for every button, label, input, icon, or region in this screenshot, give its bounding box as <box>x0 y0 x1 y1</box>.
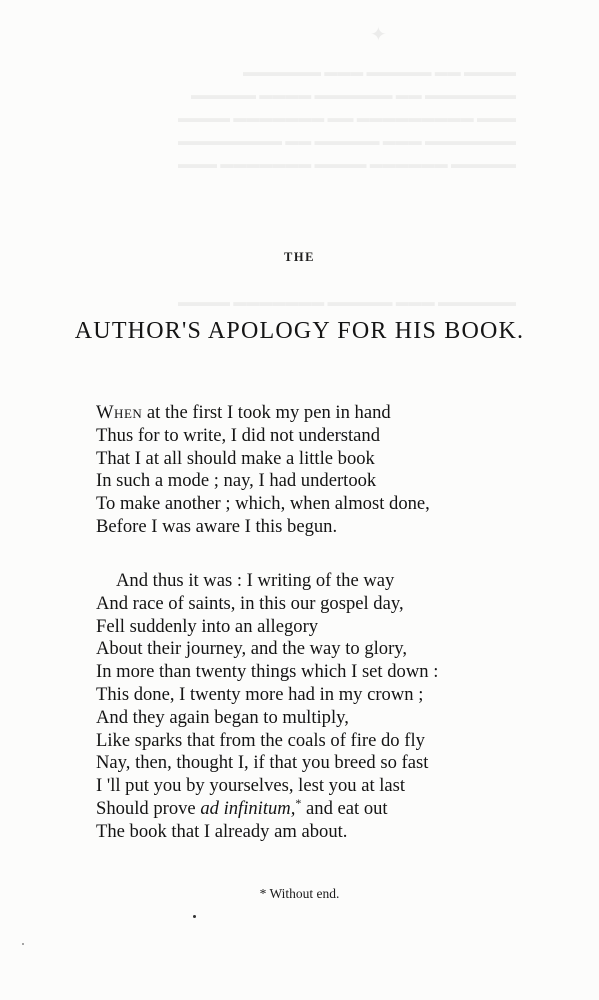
verse-line: When at the first I took my pen in hand <box>96 402 391 423</box>
ink-speck <box>193 915 196 918</box>
verse-line: In more than twenty things which I set down : <box>96 661 439 683</box>
footnote: * Without end. <box>259 886 340 901</box>
verse-line: Should prove ad infinitum,* and eat out <box>96 795 388 819</box>
verse-line: Fell suddenly into an allegory <box>96 615 319 637</box>
section-heading: THE <box>284 250 315 264</box>
show-through-page-number: ✦ <box>370 24 387 46</box>
verse-line: And race of saints, in this our gospel day, <box>96 592 404 614</box>
verse-line: This done, I twenty more had in my crown ; <box>96 683 424 705</box>
page-title: AUTHOR'S APOLOGY FOR HIS BOOK. <box>74 318 525 344</box>
verse-line: The book that I already am about. <box>96 820 348 842</box>
verse-line: And they again began to multiply, <box>96 706 349 728</box>
ink-speck <box>22 943 24 945</box>
verse-line: In such a mode ; nay, I had undertook <box>96 470 377 492</box>
verse-line: And thus it was : I writing of the way <box>116 570 395 591</box>
verse-line: Like sparks that from the coals of fire do fly <box>96 729 425 751</box>
verse-line: That I at all should make a little book <box>96 447 375 469</box>
stanza-1 <box>96 402 430 539</box>
verse-line: Before I was aware I this begun. <box>96 515 338 537</box>
verse-line: I 'll put you by yourselves, lest you at last <box>96 775 406 797</box>
verse-line: Thus for to write, I did not understand <box>96 424 381 446</box>
stanza-2 <box>96 570 438 844</box>
verse-lead-word: When <box>96 402 143 423</box>
latin-phrase: ad infinitum, <box>200 797 296 819</box>
verse-line: About their journey, and the way to glory, <box>96 638 408 660</box>
verse-line: To make another ; which, when almost done, <box>96 493 430 515</box>
verse-line: Nay, then, thought I, if that you breed so fast <box>96 752 429 774</box>
show-through-text: ▬▬▬▬ ▬▬ ▬▬▬▬▬ ▬▬▬ ▬▬▬▬▬▬ ▬▬▬▬▬▬▬ ▬▬ ▬▬▬▬▬▬ ▬▬▬▬ ▬▬▬▬▬ ▬▬▬ ▬▬▬▬▬▬▬▬▬ ▬▬ ▬▬▬▬▬▬▬ ▬▬▬▬ ▬▬▬▬▬▬▬ ▬▬▬ ▬▬▬▬▬ ▬▬ ▬▬▬▬▬▬▬▬ ▬▬▬▬▬ ▬▬▬▬▬▬ ▬▬▬▬ ▬▬▬▬▬▬▬ ▬▬▬ ▬▬▬▬▬▬ ▬▬▬ ▬▬▬▬▬ ▬▬▬▬▬▬▬ ▬▬▬▬ <box>178 64 516 309</box>
footnote-reference[interactable]: * <box>295 795 302 810</box>
